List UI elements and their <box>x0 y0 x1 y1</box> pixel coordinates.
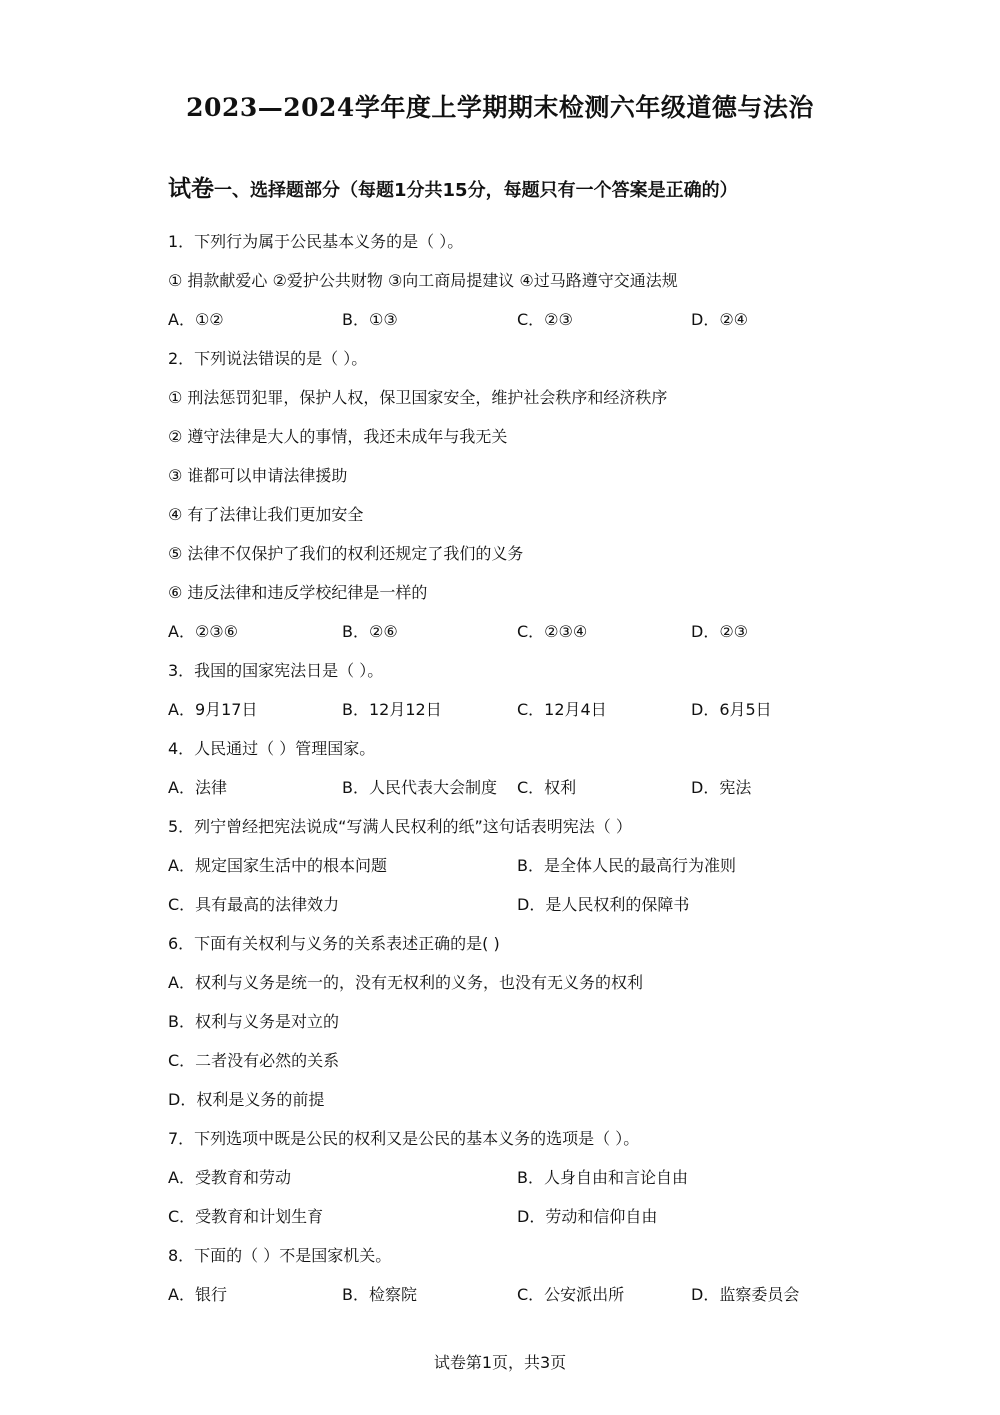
option-c: C．权利 <box>517 778 577 797</box>
option-row <box>0 776 1000 815</box>
option-a: A．①② <box>168 310 224 329</box>
option-b: B．检察院 <box>342 1285 417 1304</box>
question-stem: 5．列宁曾经把宪法说成“写满人民权利的纸”这句话表明宪法（ ） <box>168 817 632 836</box>
option-row <box>0 1010 1000 1049</box>
page-footer: 试卷第1页，共3页 <box>433 1353 567 1372</box>
question-line: ① 捐款献爱心 ②爱护公共财物 ③向工商局提建议 ④过马路遵守交通法规 <box>168 271 678 290</box>
option-d: D．监察委员会 <box>691 1285 800 1304</box>
option-d: D．②③ <box>691 622 749 641</box>
option-c: C．具有最高的法律效力 <box>168 895 340 914</box>
question-line: ② 遵守法律是大人的事情，我还未成年与我无关 <box>168 427 508 446</box>
question-stem: 8．下面的（ ）不是国家机关。 <box>168 1246 392 1265</box>
section-text: 一、选择题部分（每题1分共15分，每题只有一个答案是正确的） <box>214 180 738 201</box>
option-b: B．12月12日 <box>342 700 442 719</box>
question-line: ⑥ 违反法律和违反学校纪律是一样的 <box>168 583 428 602</box>
question-stem: 6．下面有关权利与义务的关系表述正确的是( ) <box>168 934 500 953</box>
option-d: D．6月5日 <box>691 700 772 719</box>
option-d: D．②④ <box>691 310 749 329</box>
option-a: A．权利与义务是统一的，没有无权利的义务，也没有无义务的权利 <box>168 973 643 992</box>
option-d: D．宪法 <box>691 778 752 797</box>
option-a: A．②③⑥ <box>168 622 238 641</box>
option-row <box>0 854 1000 893</box>
option-c: C．②③ <box>517 310 573 329</box>
option-b: B．②⑥ <box>342 622 398 641</box>
question-stem: 1．下列行为属于公民基本义务的是（ ）。 <box>168 232 464 251</box>
option-c: C．12月4日 <box>517 700 607 719</box>
option-row <box>0 1205 1000 1244</box>
section-prefix: 试卷 <box>168 176 214 202</box>
question-stem: 3．我国的国家宪法日是（ ）。 <box>168 661 384 680</box>
option-c: C．二者没有必然的关系 <box>168 1051 340 1070</box>
option-c: C．公安派出所 <box>517 1285 625 1304</box>
option-row <box>0 893 1000 932</box>
option-d: D．是人民权利的保障书 <box>517 895 690 914</box>
option-b: B．权利与义务是对立的 <box>168 1012 339 1031</box>
option-d: D．权利是义务的前提 <box>168 1090 325 1109</box>
question-line: ④ 有了法律让我们更加安全 <box>168 505 364 524</box>
option-row <box>0 698 1000 737</box>
question-stem: 2．下列说法错误的是（ ）。 <box>168 349 368 368</box>
option-row <box>0 1166 1000 1205</box>
question-list <box>0 230 1000 1322</box>
option-b: B．人身自由和言论自由 <box>517 1168 688 1187</box>
option-row <box>0 1283 1000 1322</box>
option-row <box>0 308 1000 347</box>
option-d: D．劳动和信仰自由 <box>517 1207 658 1226</box>
page-title: 2023—2024学年度上学期期末检测六年级道德与法治 <box>186 93 814 122</box>
option-row <box>0 971 1000 1010</box>
section-heading <box>168 170 738 203</box>
question-line: ⑤ 法律不仅保护了我们的权利还规定了我们的义务 <box>168 544 524 563</box>
option-c: C．受教育和计划生育 <box>168 1207 324 1226</box>
question-stem: 4．人民通过（ ）管理国家。 <box>168 739 376 758</box>
option-a: A．受教育和劳动 <box>168 1168 291 1187</box>
option-a: A．法律 <box>168 778 227 797</box>
option-a: A．规定国家生活中的根本问题 <box>168 856 387 875</box>
option-b: B．人民代表大会制度 <box>342 778 497 797</box>
question-stem: 7．下列选项中既是公民的权利又是公民的基本义务的选项是（ ）。 <box>168 1129 640 1148</box>
option-b: B．①③ <box>342 310 398 329</box>
option-a: A．银行 <box>168 1285 227 1304</box>
option-a: A．9月17日 <box>168 700 258 719</box>
option-row <box>0 620 1000 659</box>
option-row <box>0 1049 1000 1088</box>
option-row <box>0 1088 1000 1127</box>
question-line: ① 刑法惩罚犯罪，保护人权，保卫国家安全，维护社会秩序和经济秩序 <box>168 388 668 407</box>
option-b: B．是全体人民的最高行为准则 <box>517 856 736 875</box>
option-c: C．②③④ <box>517 622 588 641</box>
question-line: ③ 谁都可以申请法律援助 <box>168 466 348 485</box>
